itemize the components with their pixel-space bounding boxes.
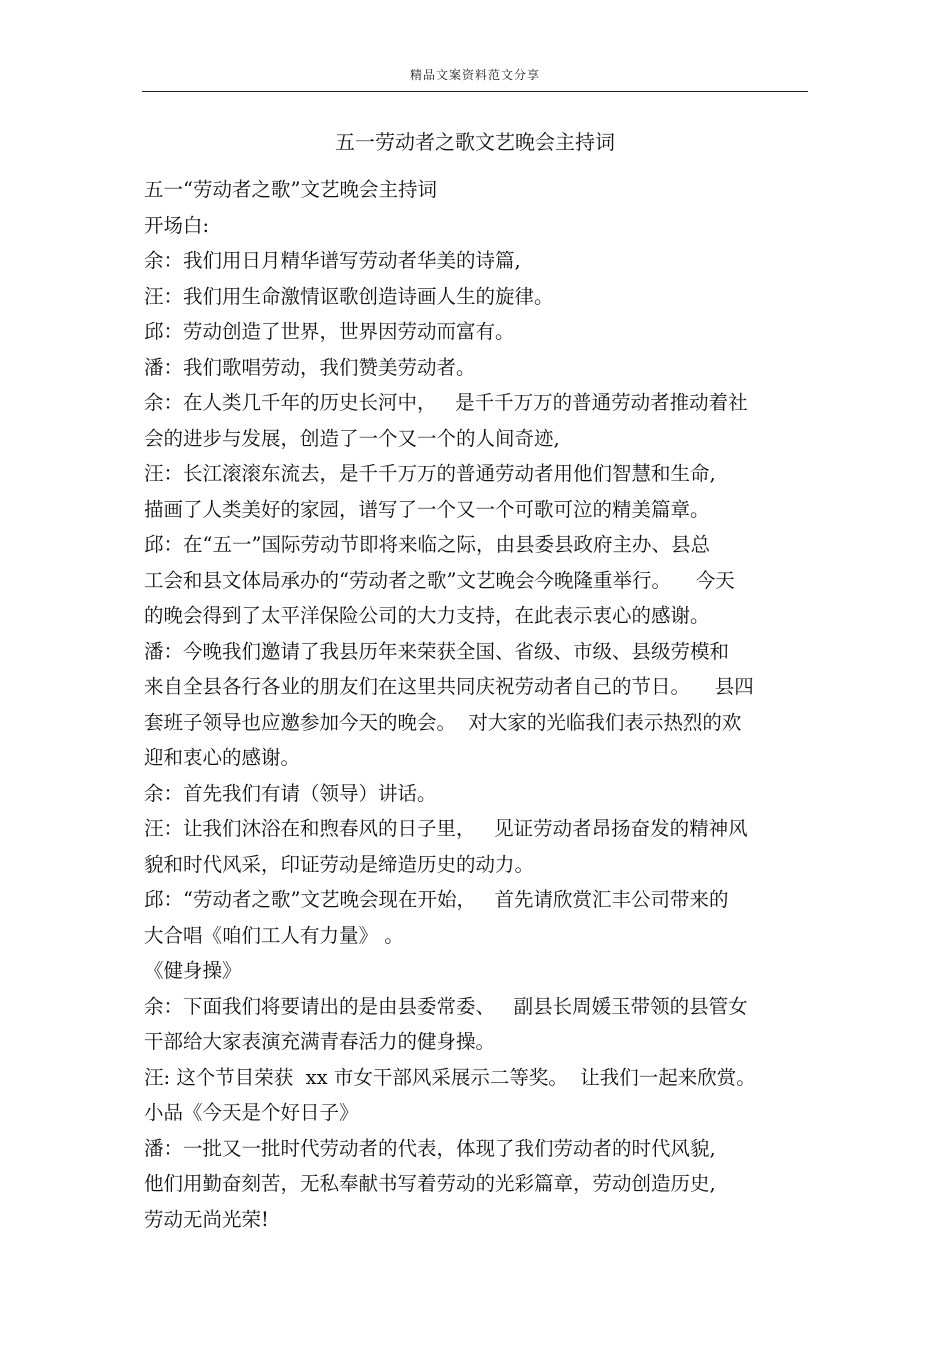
- body-line: 潘：今晚我们邀请了我县历年来荣获全国、省级、市级、县级劳模和: [144, 639, 730, 663]
- page-header: 精品文案资料范文分享: [409, 68, 540, 82]
- body-line: 余：在人类几千年的历史长河中， 是千千万万的普通劳动者推动着社: [144, 391, 748, 414]
- body-line: 汪: 这个节目荣获 xx 市女干部风采展示二等奖。 让我们一起来欣赏。: [144, 1065, 756, 1089]
- body-line: 余：我们用日月精华谱写劳动者华美的诗篇,: [144, 249, 521, 272]
- header-divider: [142, 91, 808, 92]
- body-line: 描画了人类美好的家园，谱写了一个又一个可歌可泣的精美篇章。: [144, 497, 710, 521]
- body-line: 五一“劳动者之歌”文艺晚会主持词: [144, 178, 437, 201]
- body-line: 工会和县文体局承办的“劳动者之歌”文艺晚会今晚隆重举行。 今天: [144, 568, 735, 592]
- body-line: 余：下面我们将要请出的是由县委常委、 副县长周媛玉带领的县管女: [144, 994, 748, 1018]
- body-line: 潘：我们歌唱劳动，我们赞美劳动者。: [144, 355, 476, 379]
- body-line: 劳动无尚光荣!: [144, 1207, 269, 1231]
- body-line: 余：首先我们有请（领导）讲话。: [144, 781, 437, 805]
- body-line: 开场白:: [144, 213, 210, 237]
- body-line: 《健身操》: [144, 959, 242, 982]
- body-line: 小品《今天是个好日子》: [144, 1101, 359, 1124]
- body-line: 潘：一批又一批时代劳动者的代表，体现了我们劳动者的时代风貌,: [144, 1136, 716, 1160]
- body-line: 邱：“劳动者之歌”文艺晚会现在开始， 首先请欣赏汇丰公司带来的: [144, 888, 729, 911]
- body-line: 干部给大家表演充满青春活力的健身操。: [144, 1030, 496, 1053]
- body-line: 的晚会得到了太平洋保险公司的大力支持，在此表示衷心的感谢。: [144, 604, 710, 627]
- body-line: 他们用勤奋刻苦，无私奉献书写着劳动的光彩篇章，劳动创造历史,: [144, 1172, 716, 1195]
- body-line: 迎和衷心的感谢。: [144, 746, 301, 769]
- body-line: 貌和时代风采，印证劳动是缔造历史的动力。: [144, 852, 535, 876]
- body-line: 套班子领导也应邀参加今天的晚会。 对大家的光临我们表示热烈的欢: [144, 710, 742, 734]
- body-line: 邱：在“五一”国际劳动节即将来临之际，由县委县政府主办、县总: [144, 533, 710, 556]
- document-body: [144, 172, 808, 1237]
- document-title: 五一劳动者之歌文艺晚会主持词: [335, 130, 615, 154]
- body-line: 汪：让我们沐浴在和煦春风的日子里， 见证劳动者昂扬奋发的精神风: [144, 817, 748, 840]
- body-line: 汪：长江滚滚东流去，是千千万万的普通劳动者用他们智慧和生命,: [144, 462, 716, 485]
- body-line: 汪：我们用生命激情讴歌创造诗画人生的旋律。: [144, 284, 554, 308]
- body-line: 来自全县各行各业的朋友们在这里共同庆祝劳动者自己的节日。 县四: [144, 675, 754, 698]
- body-line: 会的进步与发展，创造了一个又一个的人间奇迹,: [144, 426, 560, 450]
- body-line: 大合唱《咱们工人有力量》 。: [144, 923, 404, 947]
- body-line: 邱：劳动创造了世界，世界因劳动而富有。: [144, 320, 515, 343]
